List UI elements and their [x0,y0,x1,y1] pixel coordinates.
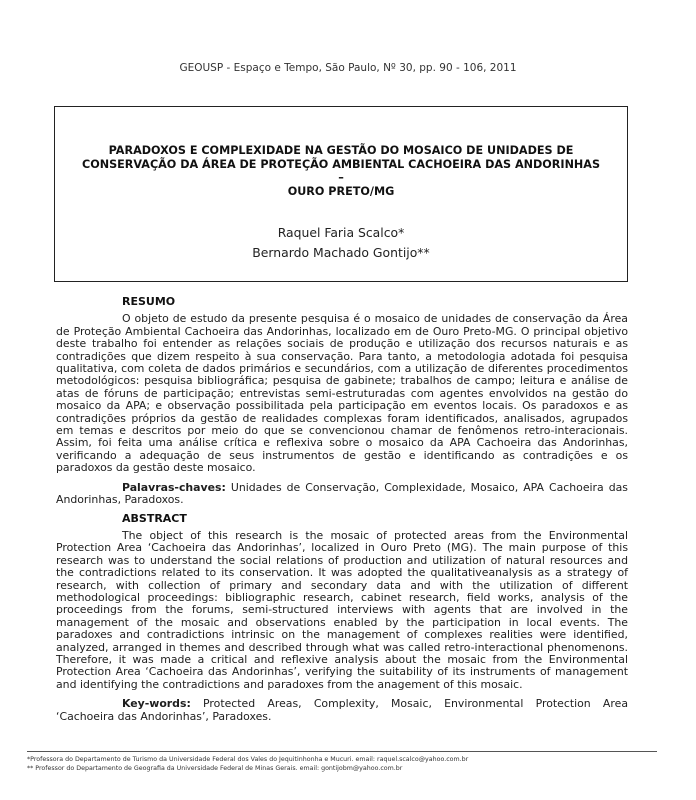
footnotes [27,751,657,773]
title-line-3: OURO PRETO/MG [287,184,395,198]
resumo-text: O objeto de estudo da presente pesquisa é o mosaico de unidades de conservação da Área de Proteção Ambiental Cachoeira das Andorinhas, localizado em de Ouro Preto-MG. O principal objetivo deste trabalho foi entender as relações sociais de produção e utilização dos recursos naturais e as contradições que dizem respeito à sua conservação. Para tanto, a metodologia adotada foi pesquisa qualitativa, com coleta de dados primários e secundários, com a utilização de diferentes procedimentos metodológicos: pesquisa bibliográfica; pesquisa de gabinete; trabalhos de campo; leitura e análise de atas de fóruns de participação; entrevistas semi-estruturadas com agentes envolvidos na gestão do mosaico da APA; e observação possibilitada pela participação em eventos locais. Os paradoxos e as contradições próprios da gestão de realidades complexas foram identificados, analisados, agrupados em temas e descritos por meio do que se convencionou chamar de fenômenos retro-interacionais. Assim, foi feita uma análise crítica e reflexiva sobre o mosaico da APA Cachoeira das Andorinhas, verificando a adequação de seus instrumentos de gestão e identificando as contradições e os paradoxos da gestão deste mosaico. [56,312,628,475]
running-header: GEOUSP - Espaço e Tempo, São Paulo, Nº 30, pp. 90 - 106, 2011 [179,62,517,74]
abstract-keywords-text: Protected Areas, Complexity, Mosaic, Environmental Protection Area ‘Cachoeira das Andorinhas’, Paradoxes. [56,697,628,723]
title-line-2: CONSERVAÇÃO DA ÁREA DE PROTEÇÃO AMBIENTAL CACHOEIRA DAS ANDORINHAS – [81,157,601,184]
article-title [79,144,603,198]
author-2: Bernardo Machado Gontijo** [252,245,430,260]
resumo-keywords-label: Palavras-chaves: [122,480,226,494]
footnote-2: ** Professor do Departamento de Geografia da Universidade Federal de Minas Gerais. email: gontijobm@yahoo.com.br [27,765,403,772]
footnote-1: *Professora do Departamento de Turismo da Universidade Federal dos Vales do Jequitinhonha e Mucuri. email: raquel.scalco@yahoo.com.br [27,756,469,763]
main-content [56,296,628,729]
abstract-keywords-label: Key-words: [122,697,191,711]
author-list [55,223,627,263]
title-line-1: PARADOXOS E COMPLEXIDADE NA GESTÃO DO MOSAICO DE UNIDADES DE [108,144,574,157]
author-1: Raquel Faria Scalco* [277,225,405,240]
resumo-keywords [56,482,628,507]
resumo-heading: RESUMO [122,295,176,308]
abstract-heading: ABSTRACT [122,511,187,525]
resumo-keywords-text: Unidades de Conservação, Complexidade, Mosaico, APA Cachoeira das Andorinhas, Paradoxos. [56,480,628,507]
abstract-text: The object of this research is the mosaic of protected areas from the Environmental Protection Area ‘Cachoeira das Andorinhas’, localized in Ouro Preto (MG). The main purpose of this research was to understand the social relations of production and utilization of natural resources and the contradictions related to its conservation. It was adopted the qualitativeanalysis as a strategy of research, with collection of primary and secondary data and with the utilization of different methodological proceedings: bibliographic research, cabinet research, field works, analysis of the proceedings from the forums, semi-structured interviews with agents that are involved in the management of the mosaic and observations enabled by the participation in local events. The paradoxes and contradictions intrinsic on the management of complexes realities were identified, analyzed, arranged in themes and described through what was called retro-interactional phenomenons. Therefore, it was made a critical and reflexive analysis about the mosaic from the Environmental Protection Area ‘Cachoeira das Andorinhas’, verifying the suitability of its instruments of management and identifying the contradictions and paradoxes from the anagement of this mosaic. [56,528,628,691]
abstract-keywords [56,698,628,723]
title-box [54,106,628,282]
